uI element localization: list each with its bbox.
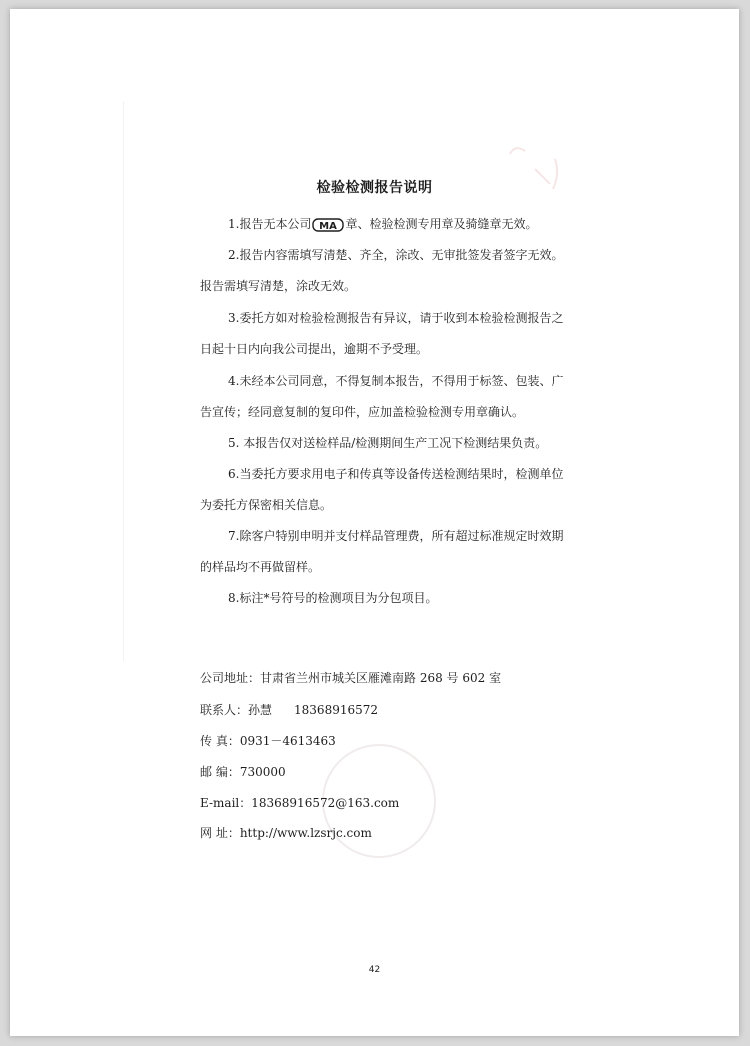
list-item (200, 209, 570, 240)
website-line: 网 址：http://www.lzsrjc.com (200, 826, 372, 840)
postcode-line: 邮 编：730000 (200, 765, 286, 779)
page-number: 42 (368, 965, 381, 975)
list-item: 7.除客户特别申明并支付样品管理费，所有超过标准规定时效期 的样品均不再做留样。 (200, 529, 564, 574)
svg-text:MA: MA (319, 220, 338, 232)
item-line: 1.报告无本公司 MA 章、检验检测专用章及骑缝章无效。 (228, 217, 538, 232)
document-page (10, 9, 739, 1036)
list-item: 8.标注*号符号的检测项目为分包项目。 (228, 591, 438, 605)
page-title: 检验检测报告说明 (316, 180, 433, 196)
list-item: 3.委托方如对检验检测报告有异议，请于收到本检验检测报告之 日起十日内向我公司提出，逾期不予受理。 (200, 311, 564, 356)
list-item: 4.未经本公司同意，不得复制本报告，不得用于标签、包装、广 告宣传；经同意复制的复印件，应加盖检验检测专用章确认。 (200, 374, 564, 419)
list-item: 2.报告内容需填写清楚、齐全，涂改、无审批签发者签字无效。 报告需填写清楚，涂改无效。 (200, 248, 564, 293)
cma-seal-icon (312, 218, 344, 232)
list-item: 5. 本报告仅对送检样品/检测期间生产工况下检测结果负责。 (228, 436, 548, 450)
fax-line: 传 真：0931－4613463 (200, 734, 336, 748)
contact-person: 联系人：孙慧 18368916572 (200, 703, 379, 717)
email-line: E-mail：18368916572@163.com (200, 796, 400, 810)
list-item: 6.当委托方要求用电子和传真等设备传送检测结果时，检测单位 为委托方保密相关信息。 (200, 467, 564, 512)
company-address: 公司地址：甘肃省兰州市城关区雁滩南路 268 号 602 室 (200, 671, 502, 685)
